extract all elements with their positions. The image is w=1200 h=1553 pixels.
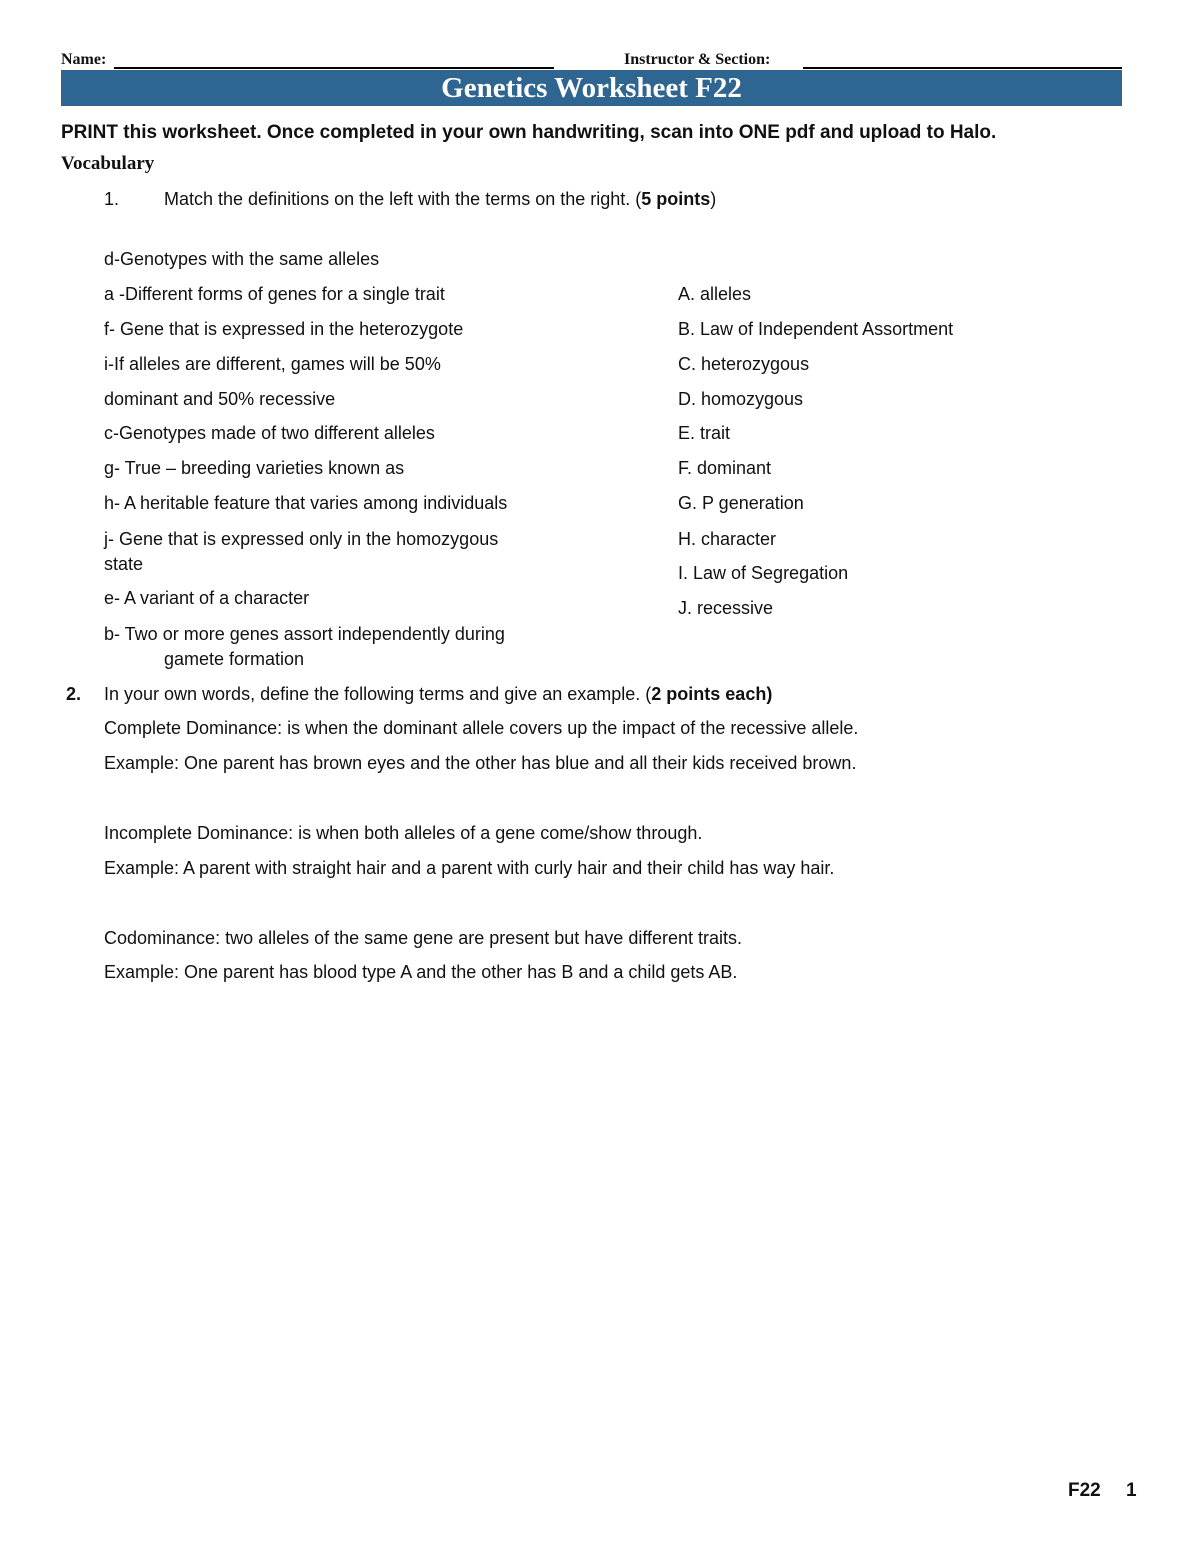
term-b: B. Law of Independent Assortment bbox=[678, 319, 954, 339]
definition-b: b- Two or more genes assort independently during bbox=[104, 624, 505, 644]
term-f: F. dominant bbox=[678, 458, 772, 478]
definition-i: i-If alleles are different, games will be 50% bbox=[104, 354, 441, 374]
question-1-prompt: Match the definitions on the left with the terms on the right. (5 points) bbox=[164, 189, 717, 209]
term-c: C. heterozygous bbox=[678, 354, 810, 374]
instructor-section-label: Instructor & Section: bbox=[624, 51, 771, 68]
term-a: A. alleles bbox=[678, 284, 752, 304]
question-1-number: 1. bbox=[104, 189, 120, 209]
definition-i-continued: dominant and 50% recessive bbox=[104, 389, 336, 409]
name-label: Name: bbox=[61, 51, 107, 68]
definition-g: g- True – breeding varieties known as bbox=[104, 458, 405, 478]
name-field-line[interactable] bbox=[114, 67, 554, 69]
definition-f: f- Gene that is expressed in the heterozygote bbox=[104, 319, 464, 339]
term-d: D. homozygous bbox=[678, 389, 804, 409]
term-j: J. recessive bbox=[678, 598, 774, 618]
definition-j: j- Gene that is expressed only in the homozygous bbox=[104, 529, 499, 549]
instructor-section-field-line[interactable] bbox=[803, 67, 1122, 69]
example-codominance: Example: One parent has blood type A and the other has B and a child gets AB. bbox=[104, 962, 738, 982]
answer-complete-dominance: Complete Dominance: is when the dominant allele covers up the impact of the recessive allele. bbox=[104, 718, 859, 738]
question-2-number: 2. bbox=[66, 684, 82, 704]
definition-j-continued: state bbox=[104, 554, 144, 574]
definition-b-continued: gamete formation bbox=[164, 649, 305, 669]
definition-c: c-Genotypes made of two different alleles bbox=[104, 423, 435, 443]
answer-incomplete-dominance: Incomplete Dominance: is when both alleles of a gene come/show through. bbox=[104, 823, 703, 843]
term-i: I. Law of Segregation bbox=[678, 563, 849, 583]
example-complete-dominance: Example: One parent has brown eyes and the other has blue and all their kids received brown. bbox=[104, 753, 857, 773]
section-heading-vocabulary: Vocabulary bbox=[61, 153, 155, 174]
term-e: E. trait bbox=[678, 423, 731, 443]
definition-h: h- A heritable feature that varies among individuals bbox=[104, 493, 508, 513]
example-incomplete-dominance: Example: A parent with straight hair and a parent with curly hair and their child has way hair. bbox=[104, 858, 835, 878]
definition-a: a -Different forms of genes for a single trait bbox=[104, 284, 445, 304]
definition-d: d-Genotypes with the same alleles bbox=[104, 249, 380, 269]
question-2-prompt: In your own words, define the following terms and give an example. (2 points each) bbox=[104, 684, 773, 704]
footer-label: F22 bbox=[1068, 1480, 1101, 1501]
term-h: H. character bbox=[678, 529, 777, 549]
worksheet-title: Genetics Worksheet F22 bbox=[61, 70, 1122, 106]
answer-codominance: Codominance: two alleles of the same gene are present but have different traits. bbox=[104, 928, 743, 948]
term-g: G. P generation bbox=[678, 493, 804, 513]
instructions: PRINT this worksheet. Once completed in your own handwriting, scan into ONE pdf and upload to Halo. bbox=[61, 122, 997, 143]
definition-e: e- A variant of a character bbox=[104, 588, 310, 608]
page-number: 1 bbox=[1126, 1480, 1137, 1501]
